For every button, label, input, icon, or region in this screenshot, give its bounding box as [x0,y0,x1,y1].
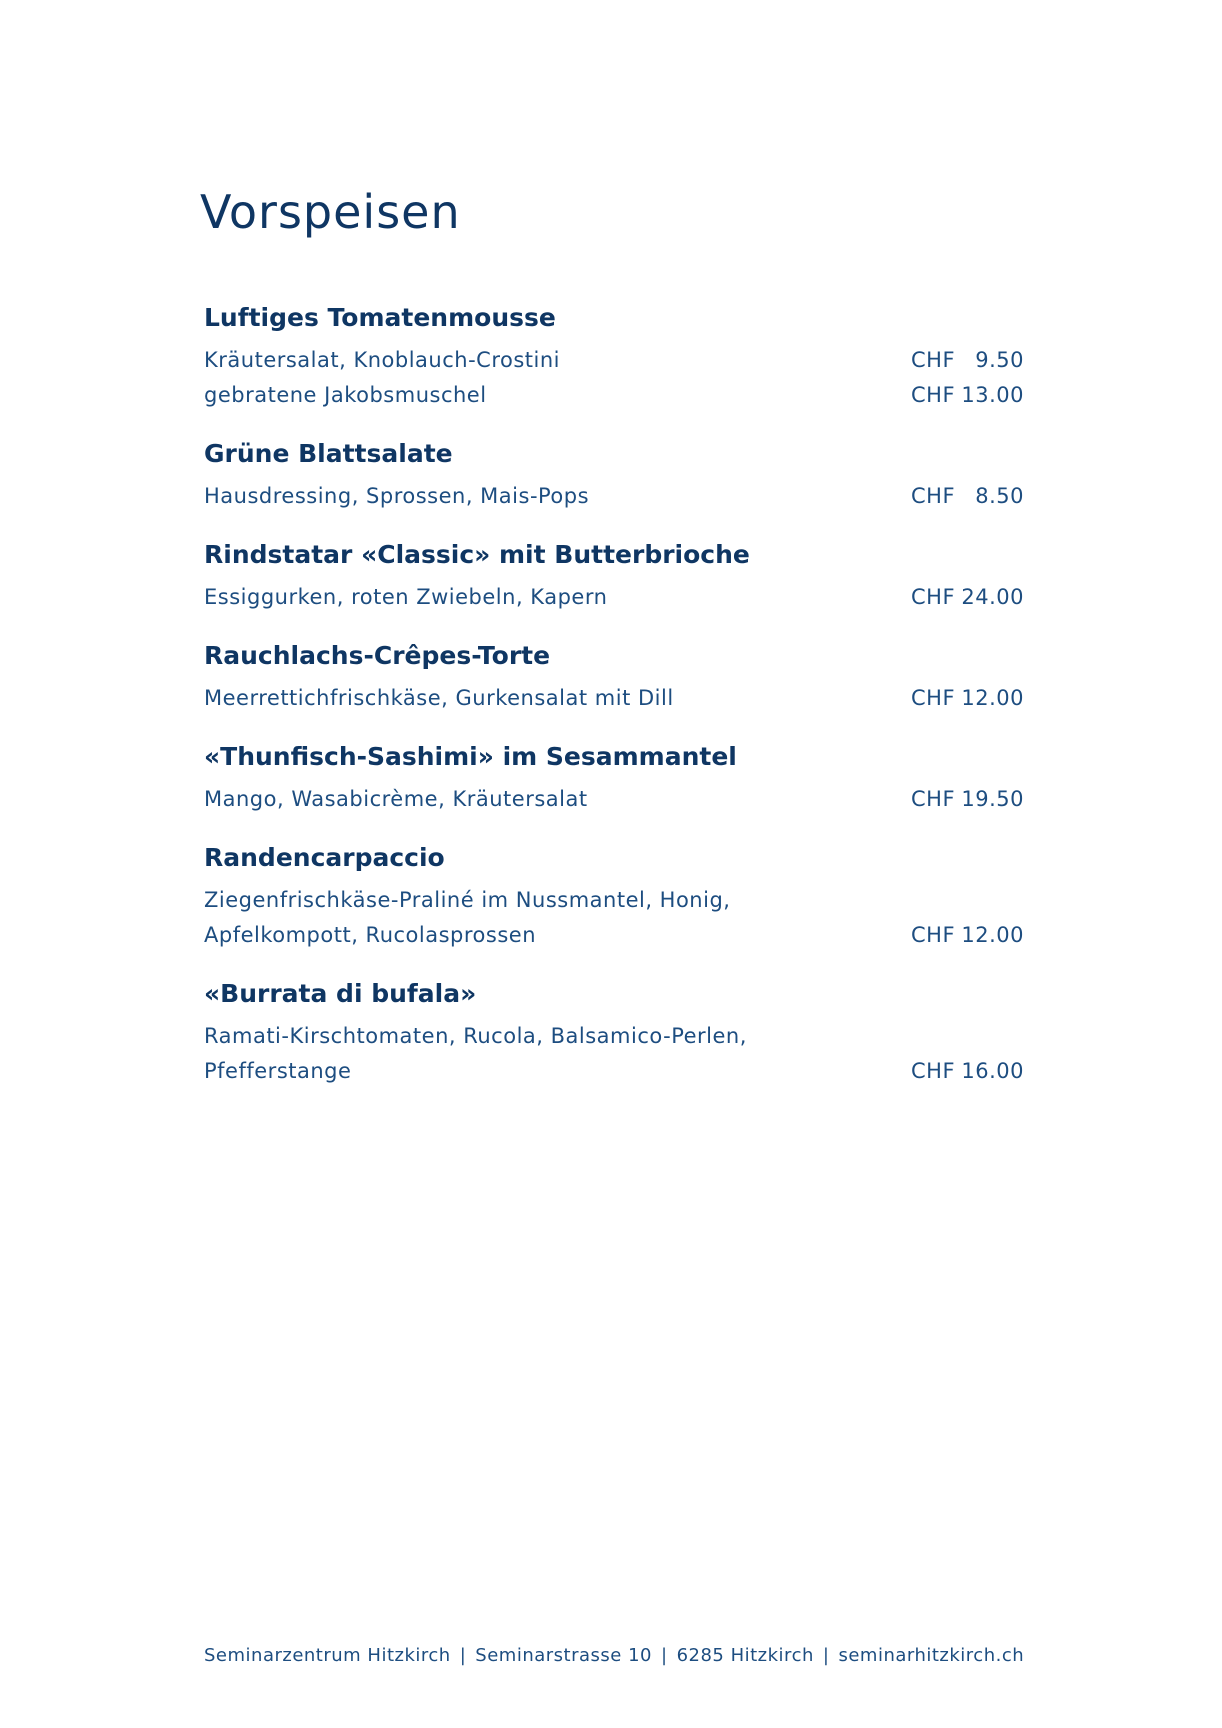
dish-name: «Burrata di bufala» [204,979,477,1008]
footer-city: 6285 Hitzkirch [676,1645,814,1666]
dish-description: Kräutersalat, Knoblauch-Crostini [204,348,561,372]
price-amount: 9.50 [975,348,1024,372]
dish-description-line [204,580,1024,615]
price-currency: CHF [911,348,956,372]
price-currency: CHF [911,686,956,710]
price-amount: 13.00 [961,383,1024,407]
dish-description-line [204,343,1024,378]
price [911,343,1024,378]
dish-description-line [204,681,1024,716]
dish-item [204,434,1024,514]
price-amount: 12.00 [961,923,1024,947]
dish-description: Mango, Wasabicrème, Kräutersalat [204,787,588,811]
dish-item [204,737,1024,817]
price [911,681,1024,716]
footer-street: Seminarstrasse 10 [475,1645,652,1666]
dish-description-line [204,1054,1024,1089]
price-amount: 24.00 [961,585,1024,609]
dish-name: Rindstatar «Classic» mit Butterbrioche [204,540,750,569]
dish-item [204,974,1024,1089]
dish-name: «Thunfisch-Sashimi» im Sesammantel [204,742,737,771]
dish-description: Essiggurken, roten Zwiebeln, Kapern [204,585,608,609]
footer-separator: | [459,1645,467,1666]
price-currency: CHF [911,484,956,508]
price-currency: CHF [911,1059,956,1083]
price-currency: CHF [911,585,956,609]
dish-description: Hausdressing, Sprossen, Mais-Pops [204,484,590,508]
price-amount: 19.50 [961,787,1024,811]
dish-description-line [204,378,1024,413]
footer-venue: Seminarzentrum Hitzkirch [204,1645,451,1666]
dish-description: Apfelkompott, Rucolasprossen [204,923,537,947]
dish-description: Meerrettichfrischkäse, Gurkensalat mit Dill [204,686,674,710]
footer-separator: | [822,1645,830,1666]
dish-name: Randencarpaccio [204,843,445,872]
price [911,782,1024,817]
menu-list [204,298,1024,1110]
page-title: Vorspeisen [200,185,461,239]
dish-description-line [204,782,1024,817]
dish-description-line [204,918,1024,953]
dish-description: Pfefferstange [204,1059,352,1083]
dish-item [204,636,1024,716]
dish-description: Ziegenfrischkäse-Praliné im Nussmantel, Honig, [204,888,731,912]
dish-item [204,535,1024,615]
footer-separator: | [660,1645,668,1666]
dish-item [204,298,1024,413]
price [911,918,1024,953]
price-amount: 8.50 [975,484,1024,508]
price [911,479,1024,514]
price [911,580,1024,615]
dish-description: Ramati-Kirschtomaten, Rucola, Balsamico-Perlen, [204,1024,747,1048]
dish-item [204,838,1024,953]
dish-name: Luftiges Tomatenmousse [204,303,556,332]
price-amount: 16.00 [961,1059,1024,1083]
footer-website: seminarhitzkirch.ch [838,1645,1025,1666]
price-currency: CHF [911,383,956,407]
price [911,378,1024,413]
dish-description: gebratene Jakobsmuschel [204,383,487,407]
price-currency: CHF [911,923,956,947]
dish-description-line [204,1019,1024,1054]
footer [204,1641,1024,1671]
dish-name: Grüne Blattsalate [204,439,453,468]
dish-description-line [204,883,1024,918]
dish-name: Rauchlachs-Crêpes-Torte [204,641,551,670]
dish-description-line [204,479,1024,514]
price-currency: CHF [911,787,956,811]
price [911,1054,1024,1089]
price-amount: 12.00 [961,686,1024,710]
